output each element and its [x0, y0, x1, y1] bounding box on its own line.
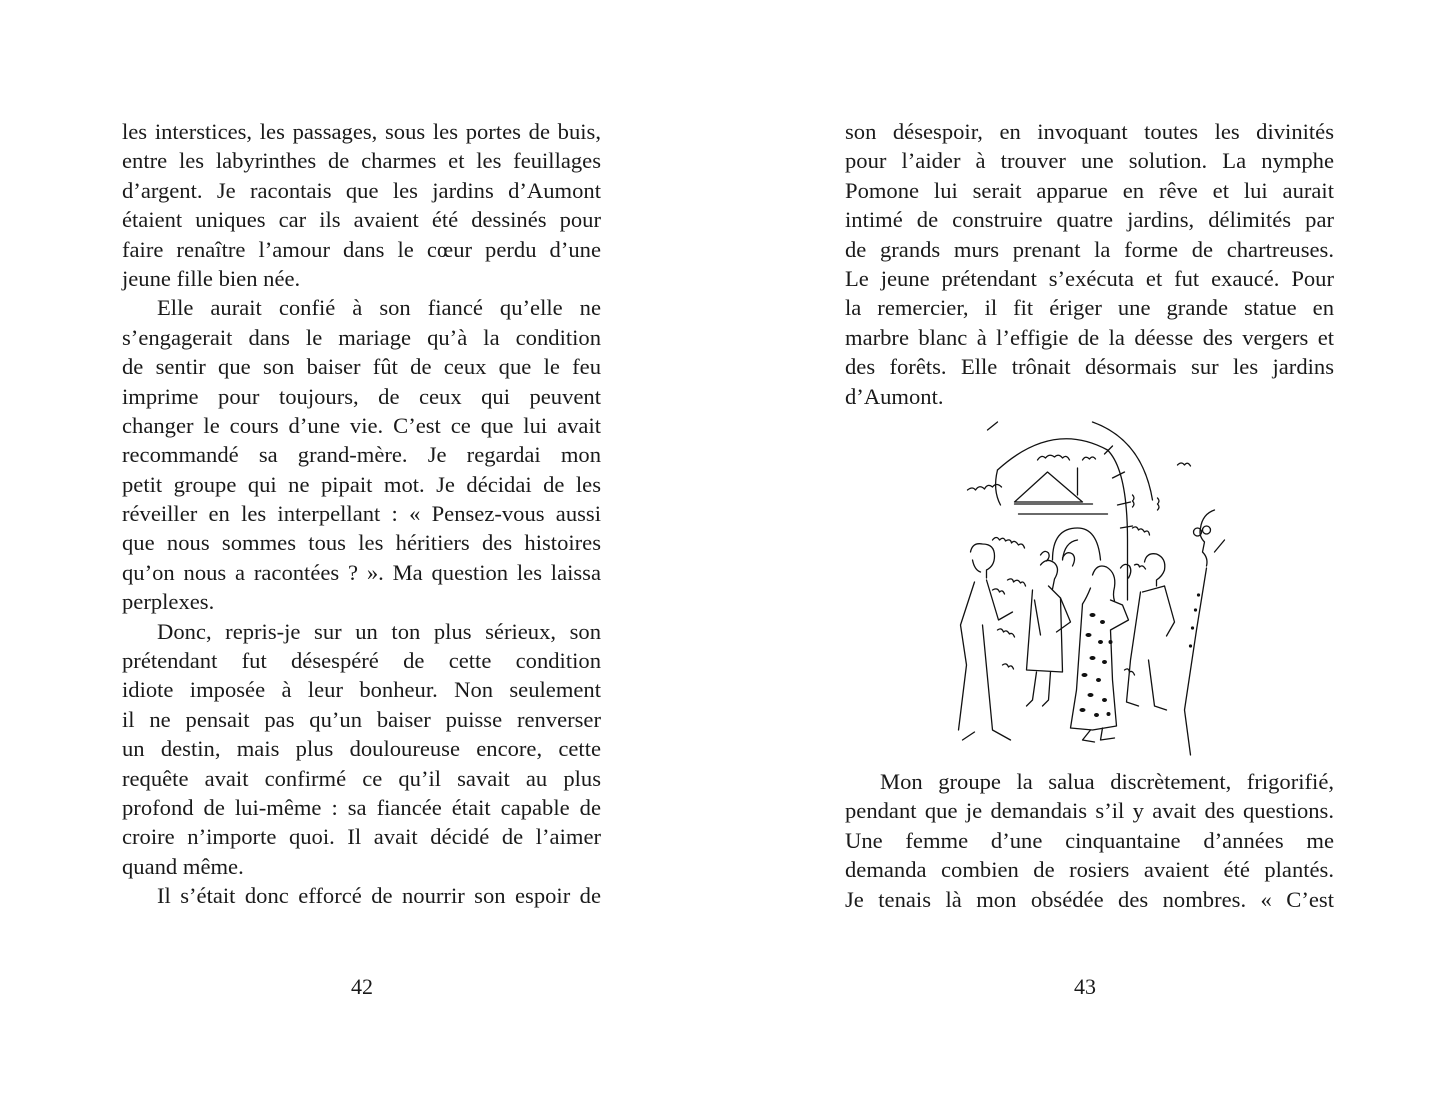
text-line: pour l’aider à trouver une solution. La nymphe — [845, 148, 1334, 174]
text-line: des forêts. Elle trônait désormais sur les jardins — [845, 354, 1334, 380]
statue-figure — [1200, 510, 1215, 566]
figure-woman-dress — [1041, 560, 1058, 589]
archway-outer — [1093, 422, 1153, 500]
archway-outline — [998, 439, 1128, 600]
text-line: Il s’était donc efforcé de nourrir son espoir de — [157, 883, 601, 909]
text-line: Je tenais là mon obsédée des nombres. « C’est — [845, 886, 1334, 912]
figure-man-left — [971, 544, 995, 578]
text-line: que nous sommes tous les héritiers des histoires — [122, 530, 601, 556]
text-line: entre les labyrinthes de charmes et les feuillages — [122, 148, 601, 174]
text-line: petit groupe qui ne pipait mot. Je décidai de les — [122, 471, 601, 497]
right-page-body-text-bottom — [845, 767, 1334, 914]
figure-man-right — [1145, 554, 1165, 586]
text-line: Elle aurait confié à son fiancé qu’elle ne — [157, 295, 601, 321]
text-line: de sentir que son baiser fût de ceux que le feu — [122, 354, 601, 380]
text-line: faire renaître l’amour dans le cœur perdu d’une — [122, 236, 601, 262]
page-number: 42 — [351, 974, 373, 999]
text-line: Mon groupe la salua discrètement, frigorifié, — [880, 769, 1334, 794]
text-line: de grands murs prenant la forme de chartreuses. — [845, 236, 1334, 262]
text-line: Une femme d’une cinquantaine d’années me — [845, 827, 1334, 853]
right-page — [722, 0, 1445, 1112]
illustration-tour-group-archway — [950, 410, 1235, 760]
text-line: profond de lui-même : sa fiancée était capable de — [122, 794, 601, 820]
text-line: Le jeune prétendant s’exécuta et fut exaucé. Pour — [845, 265, 1334, 291]
text-line: la remercier, il fit ériger une grande statue en — [845, 295, 1334, 321]
text-line: pendant que je demandais s’il y avait des questions. — [845, 798, 1334, 824]
text-line: d’Aumont. — [845, 383, 944, 409]
text-line: Donc, repris-je sur un ton plus sérieux, son — [157, 618, 601, 644]
text-line: quand même. — [122, 853, 244, 879]
dress-pattern-spots — [1080, 613, 1113, 717]
text-line: les interstices, les passages, sous les portes de buis, — [122, 119, 601, 144]
pediment — [1015, 472, 1083, 502]
text-line: il ne pensait pas qu’un baiser puisse renverser — [122, 706, 601, 732]
text-line: étaient uniques car ils avaient été dessinés pour — [122, 207, 601, 233]
inner-arch — [1053, 528, 1101, 560]
text-line: Pomone lui serait apparue en rêve et lui aurait — [845, 177, 1334, 203]
text-line: perplexes. — [122, 589, 215, 615]
page-number: 43 — [1074, 974, 1096, 999]
text-line: son désespoir, en invoquant toutes les divinités — [845, 119, 1334, 144]
figure-woman-patterned-dress — [1093, 566, 1115, 601]
text-line: marbre blanc à l’effigie de la déesse des vergers et — [845, 324, 1334, 350]
figure-background — [1063, 553, 1075, 566]
text-line: idiote imposée à leur bonheur. Non seulement — [122, 677, 601, 703]
text-line: recommandé sa grand-mère. Je regardai mon — [122, 442, 601, 468]
text-line: intimé de construire quatre jardins, délimités par — [845, 207, 1334, 233]
right-page-body-text-top — [845, 117, 1334, 411]
text-line: un destin, mais plus douloureuse encore, cette — [122, 736, 601, 762]
text-line: changer le cours d’une vie. C’est ce que lui avait — [122, 412, 601, 438]
text-line: prétendant fut désespéré de cette condition — [122, 648, 601, 674]
text-line: croire n’importe quoi. Il avait décidé de l’aimer — [122, 824, 601, 850]
text-line: d’argent. Je racontais que les jardins d’Aumont — [122, 177, 601, 203]
text-line: requête avait confirmé ce qu’il savait au plus — [122, 765, 601, 791]
text-line: qu’on nous a racontées ? ». Ma question les laissa — [122, 559, 601, 585]
text-line: imprime pour toujours, de ceux qui peuvent — [122, 383, 601, 409]
text-line: s’engagerait dans le mariage qu’à la condition — [122, 324, 601, 350]
left-page-body-text — [122, 117, 601, 911]
left-page — [0, 0, 722, 1112]
text-line: jeune fille bien née. — [122, 265, 301, 291]
text-line: demanda combien de rosiers avaient été plantés. — [845, 857, 1334, 883]
line-drawing — [950, 410, 1235, 760]
text-line: réveiller en les interpellant : « Pensez-vous aussi — [122, 501, 601, 527]
